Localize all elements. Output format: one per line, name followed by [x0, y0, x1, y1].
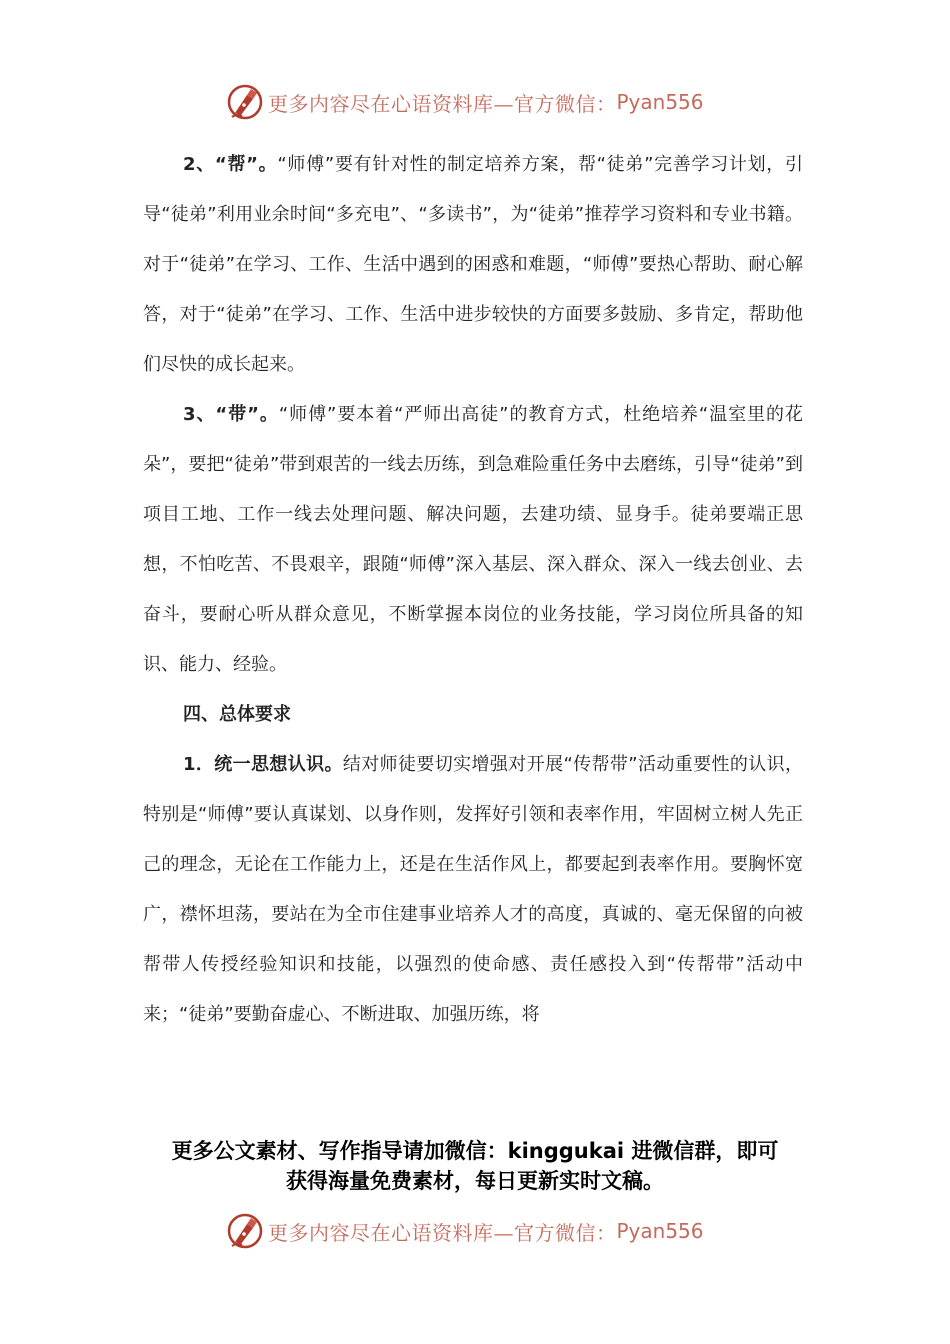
paragraph-unify	[143, 740, 803, 1040]
paragraph-label: 3、“带”。	[183, 404, 279, 425]
paragraph-text: “师傅”要本着“严师出高徒”的教育方式，杜绝培养“温室里的花朵”，要把“徒弟”带到艰苦的一线去历练，到急难险重任务中去磨练，引导“徒弟”到项目工地、工作一线去处理问题、解决问题，去建功绩、显身手。徒弟要端正思想，不怕吃苦、不畏艰辛，跟随“师傅”深入基层、深入群众、深入一线去创业、去奋斗，要耐心听从群众意见，不断掌握本岗位的业务技能，学习岗位所具备的知识、能力、经验。	[143, 404, 803, 675]
pen-nib-logo-icon	[226, 83, 264, 121]
document-body	[143, 140, 803, 1040]
promo-notice	[100, 1136, 850, 1196]
paragraph-label: 1．统一思想认识。	[183, 754, 343, 775]
paragraph-text: 结对师徒要切实增强对开展“传帮带”活动重要性的认识，特别是“师傅”要认真谋划、以身作则，发挥好引领和表率作用，牢固树立树人先正己的理念，无论在工作能力上，还是在生活作风上，都要起到表率作用。要胸怀宽广，襟怀坦荡，要站在为全市住建事业培养人才的高度，真诚的、毫无保留的向被帮带人传授经验知识和技能，以强烈的使命感、责任感投入到“传帮带”活动中来；“徒弟”要勤奋虚心、不断进取、加强历练，将	[143, 754, 803, 1025]
header-banner	[226, 82, 704, 122]
footer-banner	[226, 1211, 704, 1251]
promo-line-2: 获得海量免费素材，每日更新实时文稿。	[286, 1169, 664, 1193]
pen-nib-logo-icon	[226, 1212, 264, 1250]
paragraph-dai	[143, 390, 803, 690]
paragraph-label: 2、“帮”。	[183, 154, 278, 175]
banner-wechat-id: Pyan556	[616, 90, 704, 114]
promo-line-1: 更多公文素材、写作指导请加微信：kinggukai 进微信群，即可	[171, 1139, 779, 1163]
banner-text: 更多内容尽在心语资料库—官方微信：	[268, 91, 617, 116]
paragraph-text: “师傅”要有针对性的制定培养方案，帮“徒弟”完善学习计划，引导“徒弟”利用业余时间“多充电”、“多读书”，为“徒弟”推荐学习资料和专业书籍。对于“徒弟”在学习、工作、生活中遇到的困惑和难题，“师傅”要热心帮助、耐心解答，对于“徒弟”在学习、工作、生活中进步较快的方面要多鼓励、多肯定，帮助他们尽快的成长起来。	[143, 154, 803, 375]
banner-text: 更多内容尽在心语资料库—官方微信：	[268, 1220, 617, 1245]
banner-wechat-id: Pyan556	[616, 1219, 704, 1243]
paragraph-bang	[143, 140, 803, 390]
section-heading: 四、总体要求	[183, 704, 291, 725]
